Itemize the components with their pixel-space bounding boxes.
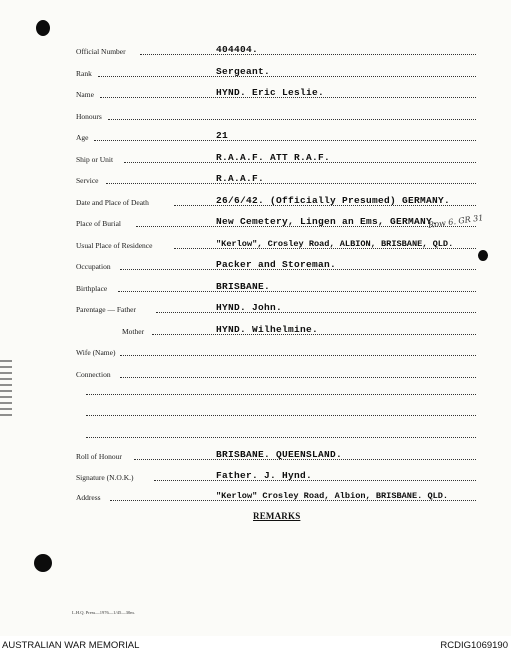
field-value: "Kerlow" Crosley Road, Albion, BRISBANE. QLD. [216,491,449,501]
field-value: Sergeant. [216,66,271,77]
field-label: Connection [76,370,111,379]
field-label: Wife (Name) [76,348,116,357]
field-value: 26/6/42. (Officially Presumed) GERMANY. [216,195,451,206]
field-label: Mother [122,327,145,336]
field-name [76,86,476,100]
dotted-line [98,76,476,77]
field-occupation [76,258,476,272]
field-wife-name [76,344,476,358]
field-label: Service [76,176,99,185]
field-value: Father. J. Hynd. [216,470,313,481]
remarks-heading: REMARKS [253,511,301,521]
punch-hole-middle [478,250,488,261]
field-ship-or-unit [76,151,476,165]
field-label: Parentage — Father [76,305,136,314]
dotted-line [120,377,476,378]
field-value: Packer and Storeman. [216,259,337,270]
field-label: Rank [76,69,92,78]
field-value: "Kerlow", Crosley Road, ALBION, BRISBANE, QLD. [216,239,454,249]
field-label: Official Number [76,47,126,56]
field-value: BRISBANE. QUEENSLAND. [216,449,343,460]
field-value: R.A.A.F. ATT R.A.F. [216,152,331,163]
punch-hole-top [36,20,50,36]
field-value: BRISBANE. [216,281,271,292]
field-label: Honours [76,112,102,121]
field-father [76,301,476,315]
field-mother [76,323,476,337]
field-label: Signature (N.O.K.) [76,473,134,482]
field-value: HYND. John. [216,302,283,313]
field-connection [76,366,476,380]
field-address [76,489,476,503]
handwritten-note: Row 6. GR 31 [427,213,484,230]
field-label: Address [76,493,101,502]
field-value: HYND. Wilhelmine. [216,324,319,335]
field-label: Ship or Unit [76,155,114,164]
field-place-of-burial [76,215,476,229]
field-age [76,129,476,143]
field-value: 21 [216,130,229,141]
dotted-line [140,54,476,55]
field-service [76,172,476,186]
punch-hole-bottom [34,554,52,572]
torn-edge [0,360,12,420]
field-value: 404404. [216,44,259,55]
field-official-number [76,43,476,57]
record-id: RCDIG1069190 [440,640,508,651]
dotted-line [94,140,476,141]
field-label: Occupation [76,262,111,271]
field-label: Place of Burial [76,219,121,228]
source-caption: AUSTRALIAN WAR MEMORIAL [2,640,140,651]
dotted-line [118,291,476,292]
field-roll-of-honour [76,448,476,462]
field-date-place-of-death [76,194,476,208]
blank-line [86,394,476,395]
field-label: Birthplace [76,284,108,293]
field-label: Age [76,133,89,142]
printer-imprint: L.H.Q. Press—1976—1/45—30m. [72,610,135,615]
dotted-line [108,119,476,120]
field-signature-nok [76,469,476,483]
field-birthplace [76,280,476,294]
field-honours [76,108,476,122]
field-label: Roll of Honour [76,452,122,461]
field-label: Date and Place of Death [76,198,149,207]
dotted-line [106,183,476,184]
field-rank [76,65,476,79]
field-usual-residence [76,237,476,251]
field-value: R.A.A.F. [216,173,265,184]
blank-line [86,415,476,416]
field-value: HYND. Eric Leslie. [216,87,325,98]
dotted-line [154,480,476,481]
blank-line [86,437,476,438]
dotted-line [156,312,476,313]
dotted-line [120,355,476,356]
field-label: Usual Place of Residence [76,241,153,250]
field-value: New Cemetery, Lingen an Ems, GERMANY. [216,216,439,227]
field-label: Name [76,90,94,99]
